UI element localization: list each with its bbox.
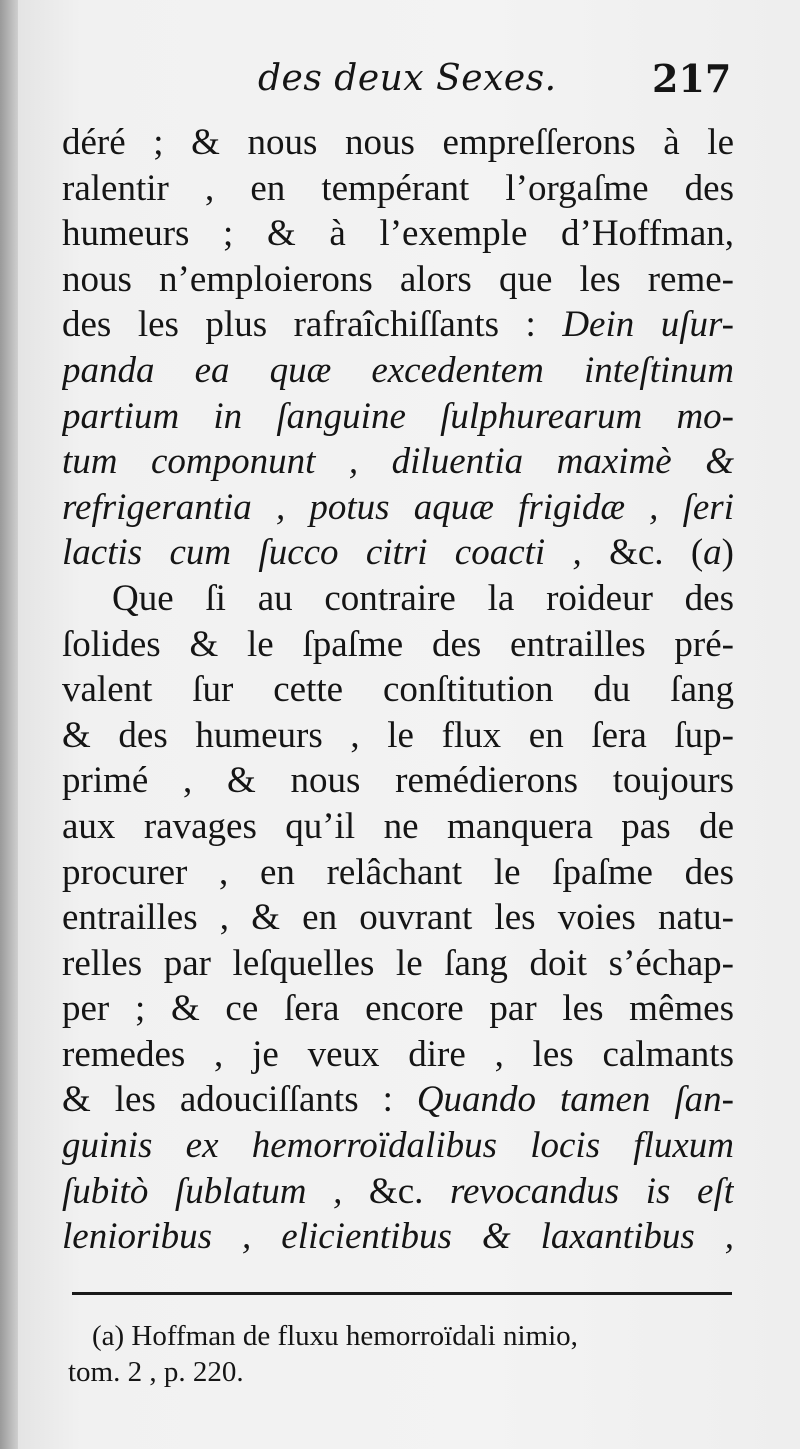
text-segment: relles par leſquelles le ſang doit s’échap- [62, 942, 734, 984]
text-line [62, 1123, 734, 1169]
footnote-rule [72, 1292, 732, 1295]
text-segment: partium in ſanguine ſulphurearum mo- [62, 395, 734, 437]
text-segment: ) [721, 532, 734, 574]
text-segment: a [703, 532, 722, 574]
text-segment: Que ſi au contraire la roideur des [112, 577, 734, 619]
text-line [62, 485, 734, 531]
text-line [62, 713, 734, 759]
text-segment: & les adouciſſants : [62, 1079, 417, 1121]
text-line [62, 758, 734, 804]
text-segment: déré ; & nous nous empreſſerons à le [62, 122, 734, 163]
text-segment: guinis ex hemorroïdalibus locis fluxum [62, 1125, 734, 1167]
text-line [62, 850, 734, 896]
footnote-line: tom. 2 , p. 220. [68, 1356, 244, 1388]
text-line [62, 1214, 734, 1260]
text-segment: aux ravages qu’il ne manquera pas de [62, 805, 734, 847]
text-line [62, 667, 734, 713]
text-segment: procurer , en relâchant le ſpaſme des [62, 851, 734, 893]
text-segment: nous n’emploierons alors que les reme- [62, 258, 734, 300]
text-segment: humeurs ; & à l’exemple d’Hoffman, [62, 213, 734, 255]
text-segment: ſolides & le ſpaſme des entrailles pré- [62, 623, 734, 665]
text-segment: valent ſur cette conſtitution du ſang [62, 669, 734, 711]
page-number: 217 [652, 56, 732, 101]
text-segment: Dein uſur- [562, 304, 734, 346]
text-line [62, 394, 734, 440]
page-header [0, 48, 800, 108]
book-gutter-shadow [0, 0, 18, 1449]
text-segment: tum componunt , diluentia maximè & [62, 441, 734, 483]
text-segment: ralentir , en tempérant l’orgaſme des [62, 167, 734, 209]
text-line [62, 166, 734, 212]
text-segment: refrigerantia , potus aquæ frigidæ , ſeri [62, 486, 734, 528]
text-line [62, 439, 734, 485]
text-line [62, 804, 734, 850]
text-segment: ſubitò ſublatum , [62, 1170, 369, 1212]
text-line [62, 895, 734, 941]
text-segment: Quando tamen ſan- [416, 1079, 734, 1121]
footnote-line: (a) Hoffman de fluxu hemorroïdali nimio, [92, 1320, 578, 1352]
text-segment: entrailles , & en ouvrant les voies natu- [62, 897, 734, 939]
text-line [62, 348, 734, 394]
text-line [62, 211, 734, 257]
body-text [62, 120, 734, 1260]
text-line [62, 941, 734, 987]
text-segment: per ; & ce ſera encore par les mêmes [62, 988, 734, 1030]
text-line [62, 576, 734, 622]
text-segment: primé , & nous remédierons toujours [62, 760, 734, 802]
text-line [62, 257, 734, 303]
text-segment: des les plus rafraîchiſſants : [62, 304, 563, 346]
text-segment: lactis cum ſucco citri coacti , [62, 532, 610, 574]
text-line [62, 530, 734, 576]
text-line [62, 1077, 734, 1123]
text-segment: &c. [368, 1170, 450, 1212]
text-segment: & des humeurs , le flux en ſera ſup- [62, 714, 734, 756]
text-segment: revocandus is eſt [449, 1170, 734, 1212]
text-line [62, 622, 734, 668]
text-segment: &c. ( [609, 532, 704, 574]
text-segment: remedes , je veux dire , les calmants [62, 1033, 734, 1075]
text-segment: lenioribus , elicientibus & laxantibus , [62, 1216, 734, 1258]
text-line [62, 986, 734, 1032]
footnote [68, 1318, 728, 1390]
text-line [62, 120, 734, 166]
text-segment: panda ea quæ excedentem inteſtinum [62, 349, 734, 391]
running-title: des deux Sexes. [258, 58, 557, 99]
text-line [62, 302, 734, 348]
text-line [62, 1169, 734, 1215]
text-line [62, 1032, 734, 1078]
